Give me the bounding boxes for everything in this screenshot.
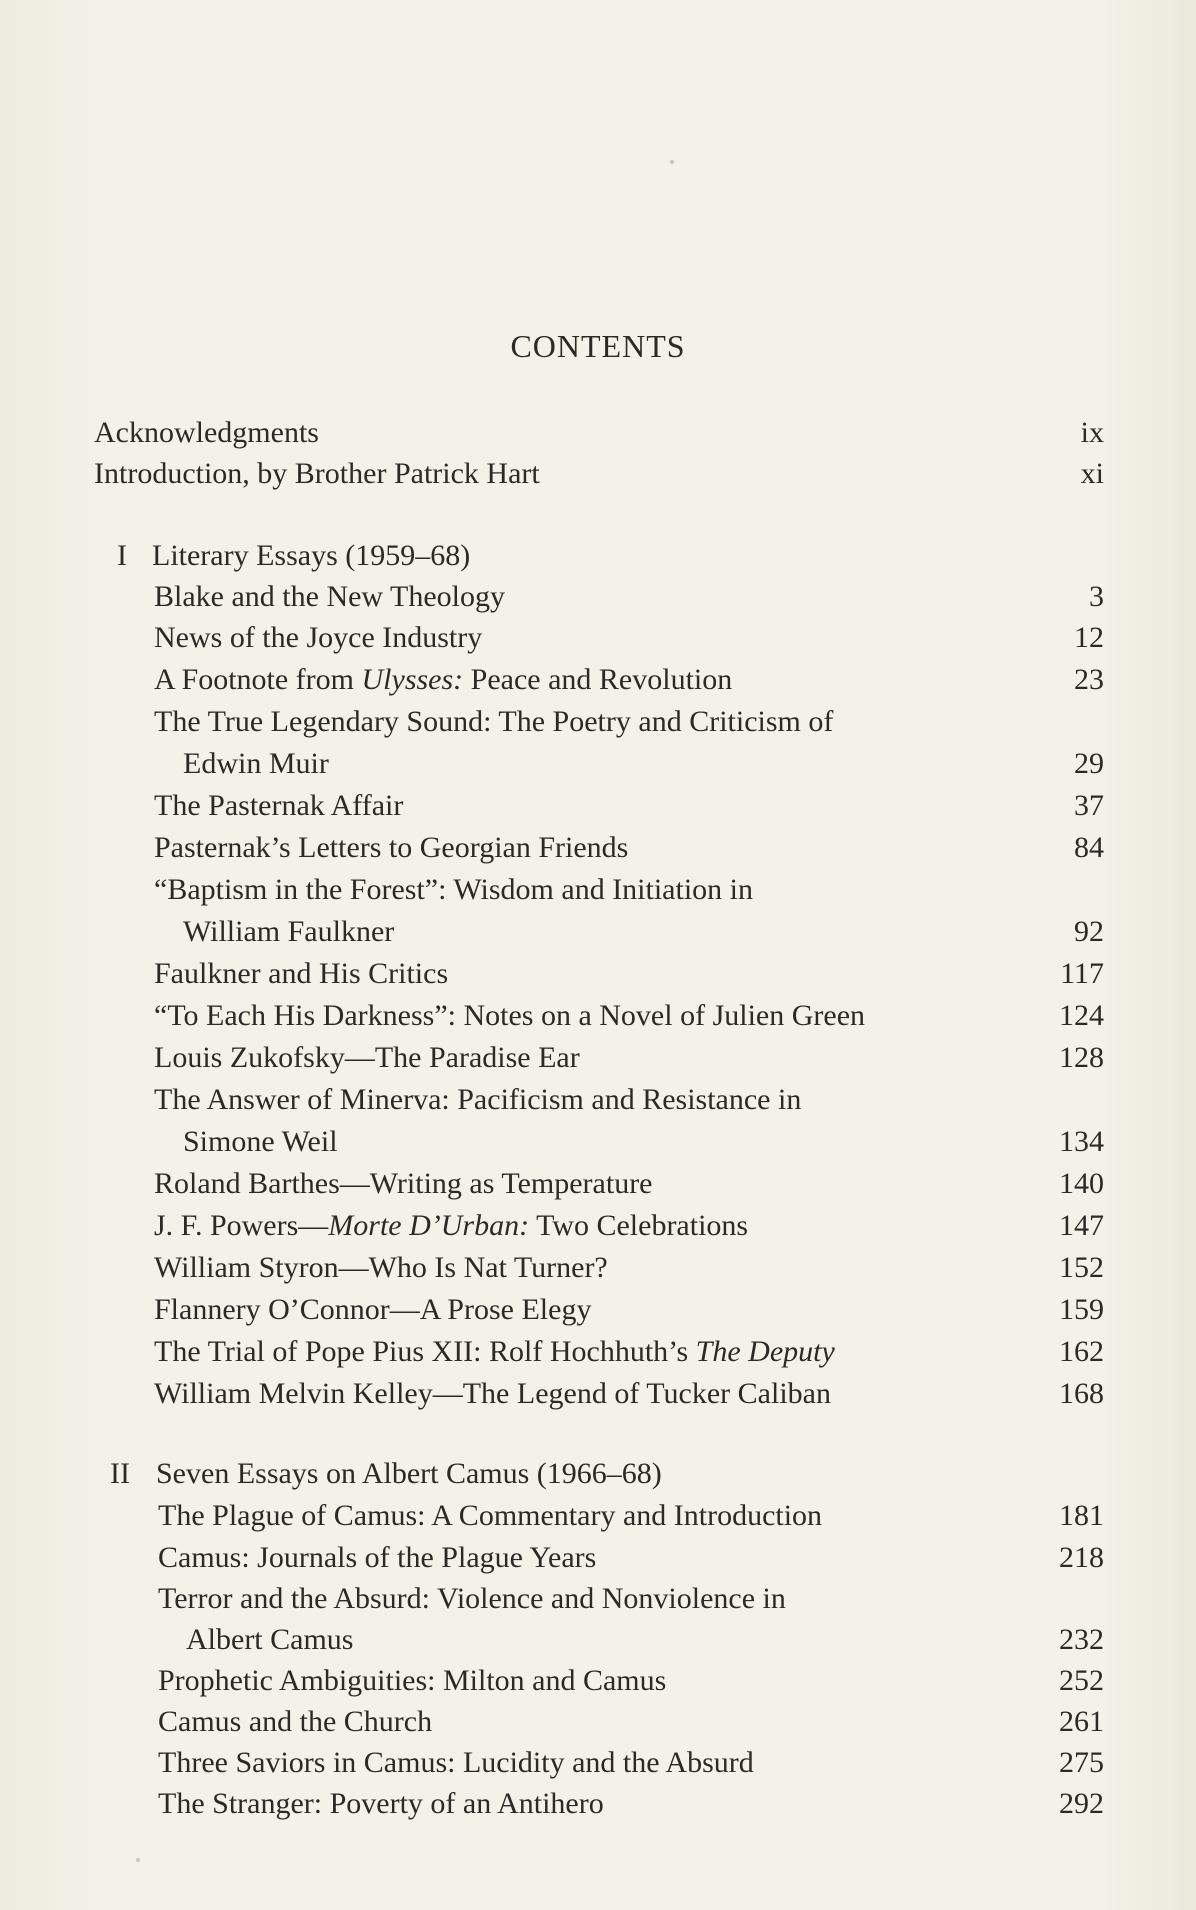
toc-entry[interactable] xyxy=(154,786,403,826)
toc-entry[interactable] xyxy=(154,828,628,868)
toc-entry[interactable] xyxy=(154,1206,748,1246)
toc-entry-acknowledgments[interactable] xyxy=(94,413,319,453)
section-numeral: I xyxy=(117,539,127,572)
entry-title: Louis Zukofsky—The Paradise Ear xyxy=(154,1041,580,1074)
entry-page: 37 xyxy=(1074,789,1104,822)
entry-title: Pasternak’s Letters to Georgian Friends xyxy=(154,831,629,864)
entry-title: The True Legendary Sound: The Poetry and Criticism of xyxy=(154,705,834,738)
toc-entry[interactable] xyxy=(154,1248,608,1288)
entry-title: “Baptism in the Forest”: Wisdom and Initiation in xyxy=(154,873,754,906)
toc-entry-continued[interactable] xyxy=(183,744,329,784)
entry-page: 128 xyxy=(1059,1041,1104,1074)
entry-title: Terror and the Absurd: Violence and Nonviolence in xyxy=(158,1582,786,1615)
toc-entry[interactable] xyxy=(154,702,833,742)
entry-page: 124 xyxy=(1059,999,1104,1032)
toc-entry[interactable] xyxy=(154,660,732,700)
entry-page: 162 xyxy=(1059,1335,1104,1368)
entry-title: “To Each His Darkness”: Notes on a Novel of Julien Green xyxy=(154,999,866,1032)
entry-page: 92 xyxy=(1074,915,1104,948)
entry-title-continued: Edwin Muir xyxy=(183,747,329,780)
entry-title-italic: Morte D’Urban: xyxy=(328,1209,530,1242)
entry-title: Blake and the New Theology xyxy=(154,580,506,613)
toc-entry[interactable] xyxy=(158,1784,604,1824)
entry-title-italic: The Deputy xyxy=(695,1335,835,1368)
entry-title: William Styron—Who Is Nat Turner? xyxy=(154,1251,608,1284)
entry-page: xi xyxy=(1080,457,1104,490)
entry-title-continued: Albert Camus xyxy=(186,1623,354,1656)
entry-title: The Trial of Pope Pius XII: Rolf Hochhuth’s xyxy=(154,1335,696,1368)
paper-speck xyxy=(670,160,674,164)
toc-entry[interactable] xyxy=(154,1038,580,1078)
toc-entry[interactable] xyxy=(154,954,448,994)
entry-page: 23 xyxy=(1074,663,1104,696)
entry-page: 29 xyxy=(1074,747,1104,780)
toc-entry[interactable] xyxy=(154,996,865,1036)
toc-entry[interactable] xyxy=(154,1080,801,1120)
entry-page: 140 xyxy=(1059,1167,1104,1200)
entry-title: News of the Joyce Industry xyxy=(154,621,483,654)
entry-title: Camus and the Church xyxy=(158,1705,433,1738)
toc-entry-continued[interactable] xyxy=(183,1122,338,1162)
entry-page: 168 xyxy=(1059,1377,1104,1410)
entry-page: 3 xyxy=(1089,580,1104,613)
entry-page: 252 xyxy=(1059,1664,1104,1697)
toc-entry[interactable] xyxy=(158,1496,822,1536)
entry-title: William Melvin Kelley—The Legend of Tucker Caliban xyxy=(154,1377,831,1410)
entry-title: Acknowledgments xyxy=(94,416,319,449)
toc-entry[interactable] xyxy=(154,1290,591,1330)
entry-title: Introduction, by Brother Patrick Hart xyxy=(94,457,540,490)
toc-entry[interactable] xyxy=(154,1164,653,1204)
entry-title: Flannery O’Connor—A Prose Elegy xyxy=(154,1293,592,1326)
toc-entry[interactable] xyxy=(158,1743,754,1783)
entry-title: Faulkner and His Critics xyxy=(154,957,449,990)
page-title: CONTENTS xyxy=(510,328,686,364)
entry-title: Two Celebrations xyxy=(529,1209,749,1242)
toc-entry[interactable] xyxy=(154,577,505,617)
entry-title: Roland Barthes—Writing as Temperature xyxy=(154,1167,653,1200)
entry-title: Three Saviors in Camus: Lucidity and the Absurd xyxy=(158,1746,754,1779)
entry-page: 134 xyxy=(1059,1125,1104,1158)
section-heading[interactable] xyxy=(156,1454,662,1494)
toc-entry[interactable] xyxy=(158,1661,666,1701)
toc-entry[interactable] xyxy=(158,1579,786,1619)
entry-page: 147 xyxy=(1059,1209,1104,1242)
entry-title: Camus: Journals of the Plague Years xyxy=(158,1541,597,1574)
entry-title: J. F. Powers— xyxy=(154,1209,329,1242)
entry-page: 152 xyxy=(1059,1251,1104,1284)
section-title: Seven Essays on Albert Camus (1966–68) xyxy=(156,1457,662,1490)
entry-page: 261 xyxy=(1059,1705,1104,1738)
entry-title: Peace and Revolution xyxy=(463,663,733,696)
entry-page: 117 xyxy=(1060,957,1104,990)
toc-entry[interactable] xyxy=(154,870,753,910)
entry-title-continued: Simone Weil xyxy=(183,1125,338,1158)
section-title: Literary Essays (1959–68) xyxy=(152,539,471,572)
entry-title: The Pasternak Affair xyxy=(154,789,404,822)
entry-page: 84 xyxy=(1074,831,1104,864)
entry-page: 232 xyxy=(1059,1623,1104,1656)
entry-title-italic: Ulysses: xyxy=(361,663,464,696)
toc-entry-continued[interactable] xyxy=(186,1620,353,1660)
toc-entry[interactable] xyxy=(158,1702,432,1742)
entry-page: ix xyxy=(1080,416,1104,449)
entry-page: 181 xyxy=(1059,1499,1104,1532)
entry-page: 12 xyxy=(1074,621,1104,654)
toc-entry[interactable] xyxy=(154,1374,831,1414)
entry-title: Prophetic Ambiguities: Milton and Camus xyxy=(158,1664,667,1697)
section-heading[interactable] xyxy=(152,536,470,576)
entry-title: The Plague of Camus: A Commentary and Introduction xyxy=(158,1499,823,1532)
entry-page: 292 xyxy=(1059,1787,1104,1820)
paper-speck xyxy=(136,1858,140,1862)
entry-title: The Stranger: Poverty of an Antihero xyxy=(158,1787,604,1820)
toc-entry[interactable] xyxy=(158,1538,596,1578)
toc-entry[interactable] xyxy=(154,1332,835,1372)
entry-title-continued: William Faulkner xyxy=(183,915,395,948)
entry-page: 159 xyxy=(1059,1293,1104,1326)
entry-title: The Answer of Minerva: Pacificism and Resistance in xyxy=(154,1083,802,1116)
entry-title: A Footnote from xyxy=(154,663,362,696)
toc-entry-continued[interactable] xyxy=(183,912,394,952)
section-numeral: II xyxy=(110,1457,130,1490)
toc-entry[interactable] xyxy=(154,618,482,658)
entry-page: 218 xyxy=(1059,1541,1104,1574)
entry-page: 275 xyxy=(1059,1746,1104,1779)
toc-entry-introduction[interactable] xyxy=(94,454,540,494)
